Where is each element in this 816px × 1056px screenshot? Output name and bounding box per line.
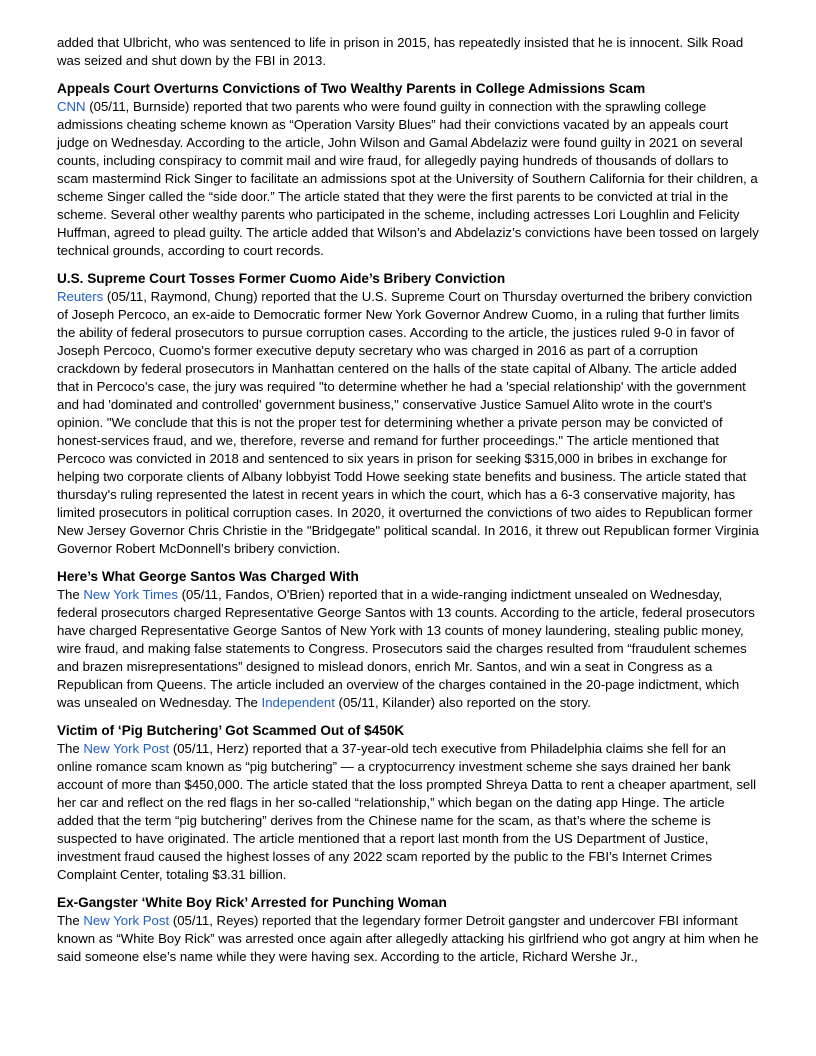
article-body	[57, 98, 759, 260]
article-body	[57, 912, 759, 966]
article-headline: Here’s What George Santos Was Charged With	[57, 569, 359, 584]
outlet-link-new-york-post[interactable]: New York Post	[83, 741, 170, 756]
article-text: (05/11, Fandos, O'Brien) reported that in a wide-ranging indictment unsealed on Wednesday, federal prosecutors charged Representative George Santos with 13 counts. According to the article, federal prosecutors have charged Representative George Santos of New York with 13 counts of money laundering, stealing public money, wire fraud, and making false statements to Congress. Prosecutors said the charges resulted from “fraudulent schemes and brazen misrepresentations” designed to mislead donors, enrich Mr. Santos, and win a seat in Congress as a Republican from Queens. The article included an overview of the charges contained in the 20-page indictment, which was unsealed on Wednesday. The	[57, 587, 755, 710]
article-headline: Appeals Court Overturns Convictions of Two Wealthy Parents in College Admissions Scam	[57, 81, 646, 96]
article-lead: The	[57, 587, 84, 602]
article-george-santos	[57, 568, 759, 712]
article-college-admissions	[57, 80, 759, 260]
article-text-end: (05/11, Kilander) also reported on the story.	[334, 695, 591, 710]
article-lead: The	[57, 741, 84, 756]
article-pig-butchering	[57, 722, 759, 884]
article-headline: Ex-Gangster ‘White Boy Rick’ Arrested for Punching Woman	[57, 895, 447, 910]
outlet-link-new-york-times[interactable]: New York Times	[83, 587, 178, 602]
intro-paragraph: added that Ulbricht, who was sentenced to life in prison in 2015, has repeatedly insisted that he is innocent. Silk Road was seized and shut down by the FBI in 2013.	[57, 35, 744, 68]
article-text: (05/11, Reyes) reported that the legendary former Detroit gangster and undercover FBI informant known as “White Boy Rick” was arrested once again after allegedly attacking his girlfriend who got angry at him when he said someone else’s name while they were having sex. According to the article, Richard Wershe Jr.,	[57, 913, 759, 964]
article-white-boy-rick	[57, 894, 759, 966]
outlet-link-independent[interactable]: Independent	[261, 695, 335, 710]
article-headline: Victim of ‘Pig Butchering’ Got Scammed Out of $450K	[57, 723, 405, 738]
article-cuomo-aide	[57, 270, 759, 558]
article-text: (05/11, Burnside) reported that two parents who were found guilty in connection with the sprawling college admissions cheating scheme known as “Operation Varsity Blues” had their convictions vacated by an appeals court judge on Wednesday. According to the article, John Wilson and Gamal Abdelaziz were found guilty in 2021 on several counts, including conspiracy to commit mail and wire fraud, for allegedly paying hundreds of thousands of dollars to scam mastermind Rick Singer to facilitate an admissions spot at the University of Southern California for their children, a scheme Singer called the “side door.” The article stated that they were the first parents to be convicted at trial in the scheme. Several other wealthy parents who participated in the scheme, including actresses Lori Loughlin and Felicity Huffman, agreed to plead guilty. The article added that Wilson’s and Abdelaziz’s convictions have been tossed on largely technical grounds, according to court records.	[57, 99, 759, 258]
outlet-link-reuters[interactable]: Reuters	[57, 289, 104, 304]
article-lead: The	[57, 913, 84, 928]
article-body	[57, 288, 759, 558]
article-body	[57, 740, 759, 884]
article-text: (05/11, Herz) reported that a 37-year-old tech executive from Philadelphia claims she fell for an online romance scam known as “pig butchering” — a cryptocurrency investment scheme she says drained her bank account of more than $450,000. The article stated that the loss prompted Shreya Datta to rent a cheaper apartment, sell her car and reflect on the red flags in her so-called “relationship,” which began on the dating app Hinge. The article added that the term “pig butchering” derives from the Chinese name for the scam, as that’s where the scheme is suspected to have originated. The article mentioned that a report last month from the US Department of Justice, investment fraud caused the highest losses of any 2022 scam reported by the public to the FBI’s Internet Crimes Complaint Center, totaling $3.31 billion.	[57, 741, 757, 882]
article-headline: U.S. Supreme Court Tosses Former Cuomo Aide’s Bribery Conviction	[57, 271, 506, 286]
article-text: (05/11, Raymond, Chung) reported that the U.S. Supreme Court on Thursday overturned the bribery conviction of Joseph Percoco, an ex-aide to Democratic former New York Governor Andrew Cuomo, in a ruling that further limits the ability of federal prosecutors to pursue corruption cases. According to the article, the justices ruled 9-0 in favor of Joseph Percoco, Cuomo's former executive deputy secretary who was charged in 2016 as part of a corruption crackdown by federal prosecutors in Manhattan centered on the halls of the state capital of Albany. The article added that in Percoco's case, the jury was required "to determine whether he had a 'special relationship' with the government and had 'dominated and controlled' government business," conservative Justice Samuel Alito wrote in the court's opinion. "We conclude that this is not the proper test for determining whether a private person may be convicted of honest-services fraud, and we, therefore, reverse and remand for further proceedings." The article mentioned that Percoco was convicted in 2018 and sentenced to six years in prison for seeking $315,000 in bribes in exchange for helping two corporate clients of Albany lobbyist Todd Howe seeking state benefits and business. The article stated that thursday's ruling represented the latest in recent years in which the court, which has a 6-3 conservative majority, has limited prosecutors in political corruption cases. In 2020, it overturned the convictions of two aides to Republican former New Jersey Governor Chris Christie in the "Bridgegate" political scandal. In 2016, it threw out Republican former Virginia Governor Robert McDonnell's bribery conviction.	[57, 289, 759, 556]
outlet-link-cnn[interactable]: CNN	[57, 99, 86, 114]
article-body	[57, 586, 759, 712]
document-page	[57, 34, 759, 966]
outlet-link-new-york-post[interactable]: New York Post	[83, 913, 170, 928]
